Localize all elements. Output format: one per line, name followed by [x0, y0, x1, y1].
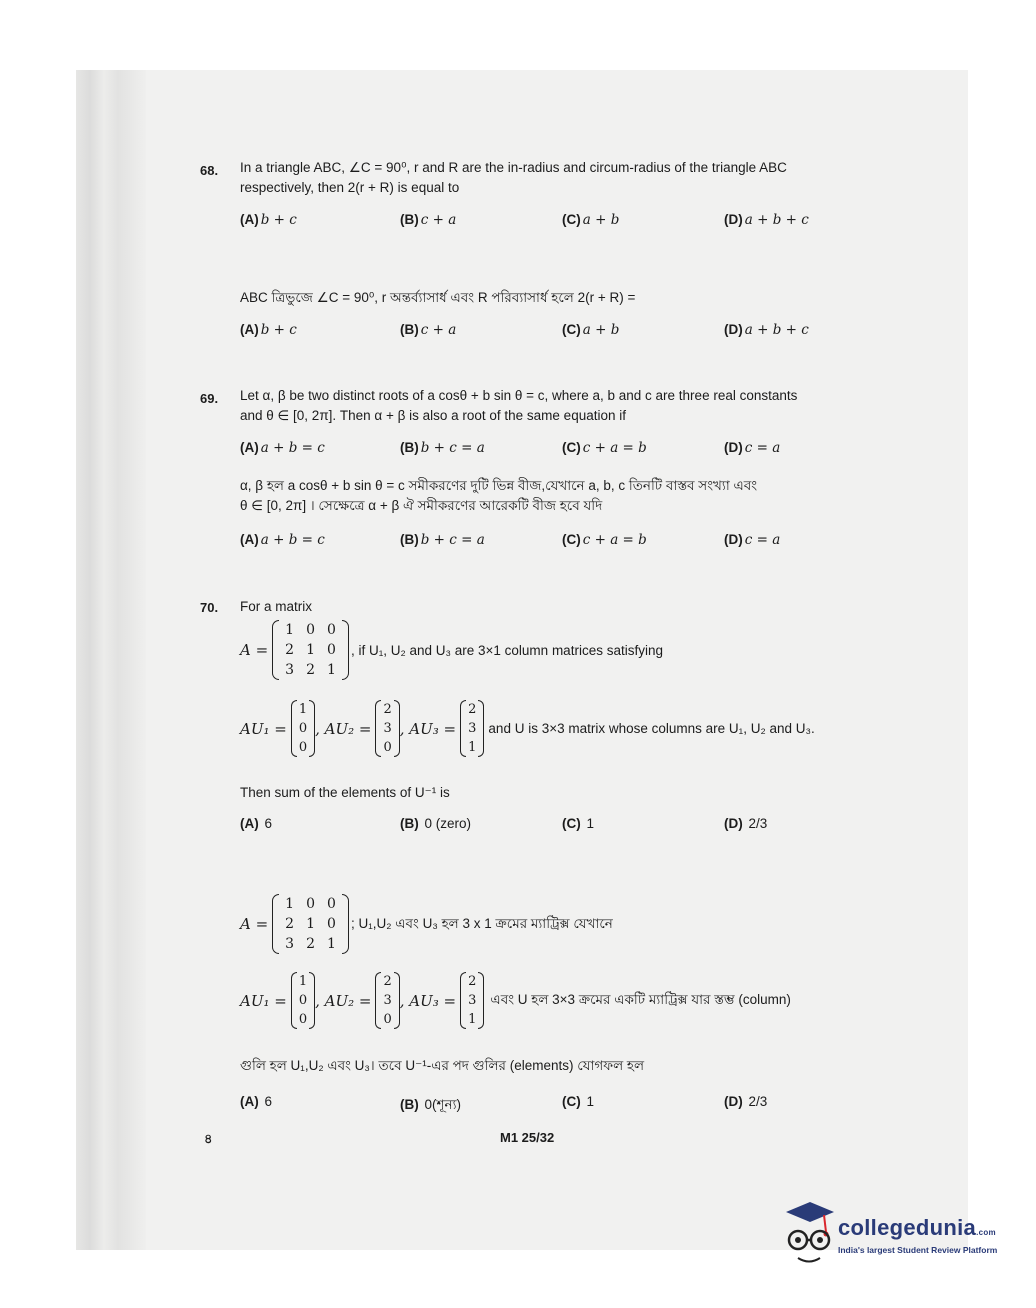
matrix-cell: 0 [306, 896, 316, 912]
q70-vectors-line-bn [240, 972, 791, 1029]
q70-options-en [240, 816, 880, 838]
matrix-cell: 1 [285, 896, 295, 912]
page-binding-edge [76, 70, 146, 1250]
matrix-cell: 2 [285, 642, 295, 658]
q69-option-c-bn: (C) c + a = b [562, 532, 647, 548]
q69-text-en-line1: Let α, β be two distinct roots of a cosθ + b sin θ = c, where a, b and c are three real constants [240, 388, 798, 403]
q70-au3-label-en: , AU₃ = [399, 719, 457, 738]
vector-cell: 1 [298, 974, 308, 989]
vector-cell: 0 [298, 740, 308, 755]
vector-cell: 2 [468, 702, 477, 717]
q68-options-bn [240, 322, 880, 344]
q70-options-bn [240, 1094, 880, 1116]
q70-au2-label-bn: , AU₂ = [315, 991, 372, 1010]
logo-tagline: India's largest Student Review Platform [838, 1245, 998, 1255]
q69-text-bn-line2: θ ∈ [0, 2π] । সেক্ষেত্রে α + β ঐ সমীকরণের আরেকটি বীজ হবে যদি [240, 498, 603, 513]
q69-options-bn [240, 532, 880, 554]
matrix-cell: 0 [327, 916, 336, 932]
q70-au2-label-en: , AU₂ = [315, 719, 372, 738]
q69-text-en [240, 386, 880, 426]
q70-option-b-bn: (B) 0(শূন্য) [400, 1097, 461, 1112]
vector-cell: 2 [383, 974, 392, 989]
q70-matrix-a-bn [272, 894, 349, 954]
q70-number: 70. [200, 600, 219, 615]
q70-then-en: Then sum of the elements of U⁻¹ is [240, 785, 450, 800]
q69-option-b-bn: (B) b + c = a [400, 532, 485, 548]
matrix-cell: 2 [306, 662, 316, 678]
vector-cell: 0 [298, 721, 308, 736]
matrix-cell: 2 [285, 916, 295, 932]
q70-text-after-a-en: , if U₁, U₂ and U₃ are 3×1 column matrices satisfying [350, 642, 663, 658]
footer-page-mark: ৪ [204, 1131, 213, 1146]
q69-text-bn [240, 476, 880, 516]
q70-matrix-a-en [272, 620, 349, 680]
q68-option-a-bn: (A) b + c [240, 322, 297, 338]
q69-option-d-bn: (D) c = a [724, 532, 781, 548]
q69-text-en-line2: and θ ∈ [0, 2π]. Then α + β is also a root of the same equation if [240, 408, 626, 423]
vector-cell: 3 [468, 993, 477, 1008]
q70-vectors-line-en [240, 700, 815, 757]
vector-cell: 3 [468, 721, 477, 736]
logo-wordmark: collegedunia.com [838, 1215, 996, 1240]
q70-vec2-en [375, 700, 399, 757]
q70-option-a-en: (A) 6 [240, 816, 273, 831]
q68-text-bn: ABC ত্রিভুজে ∠C = 90⁰, r অন্তর্ব্যাসার্ধ এবং R পরিব্যাসার্ধ হলে 2(r + R) = [240, 290, 636, 305]
q70-vec3-en [460, 700, 484, 757]
q70-intro: For a matrix [240, 599, 313, 614]
q70-au1-label-en: AU₁ = [240, 719, 287, 738]
q69-option-a-en: (A) a + b = c [240, 440, 325, 456]
matrix-cell: 2 [306, 936, 316, 952]
q70-option-a-bn: (A) 6 [240, 1094, 273, 1109]
q68-option-a-en: (A) b + c [240, 212, 297, 228]
q68-option-c-en: (C) a + b [562, 212, 620, 228]
matrix-cell: 0 [327, 642, 336, 658]
q70-then-bn: গুলি হল U₁,U₂ এবং U₃। তবে U⁻¹-এর পদ গুলির (elements) যোগফল হল [240, 1058, 645, 1073]
matrix-cell: 0 [327, 622, 336, 638]
matrix-cell: 0 [327, 896, 336, 912]
q70-text-after-vectors-bn: এবং U হল 3×3 ক্রমের একটি ম্যাট্রিক্স যার স্তম্ভ (column) [490, 992, 791, 1007]
vector-cell: 3 [383, 721, 392, 736]
q69-number: 69. [200, 391, 219, 406]
vector-cell: 0 [383, 1012, 392, 1027]
q68-text-en-line2: respectively, then 2(r + R) is equal to [240, 180, 460, 195]
q70-vec1-bn [291, 972, 315, 1029]
q70-a-label-en: A = [240, 641, 269, 659]
matrix-cell: 1 [285, 622, 295, 638]
matrix-cell: 0 [306, 622, 316, 638]
vector-cell: 1 [468, 1012, 477, 1027]
q70-a-label-bn: A = [240, 915, 269, 933]
matrix-cell: 3 [285, 936, 295, 952]
q68-option-b-en: (B) c + a [400, 212, 457, 228]
q68-option-d-en: (D) a + b + c [724, 212, 809, 228]
matrix-cell: 1 [327, 936, 336, 952]
q68-number: 68. [200, 163, 219, 178]
q70-vec3-bn [460, 972, 484, 1029]
q70-vec1-en [291, 700, 315, 757]
matrix-cell: 3 [285, 662, 295, 678]
q70-option-d-bn: (D) 2/3 [724, 1094, 768, 1109]
q70-option-c-en: (C) 1 [562, 816, 595, 831]
vector-cell: 0 [298, 1012, 308, 1027]
q68-options-en [240, 212, 880, 234]
vector-cell: 0 [383, 740, 392, 755]
q69-option-d-en: (D) c = a [724, 440, 781, 456]
vector-cell: 2 [383, 702, 392, 717]
q69-option-a-bn: (A) a + b = c [240, 532, 325, 548]
vector-cell: 1 [298, 702, 308, 717]
footer-page-code: M1 25/32 [500, 1130, 555, 1145]
matrix-cell: 1 [306, 642, 316, 658]
q70-vec2-bn [375, 972, 399, 1029]
q68-option-c-bn: (C) a + b [562, 322, 620, 338]
q70-option-b-en: (B) 0 (zero) [400, 816, 472, 831]
q69-options-en [240, 440, 880, 462]
q70-au1-label-bn: AU₁ = [240, 991, 287, 1010]
q70-text-after-a-bn: ; U₁,U₂ এবং U₃ হল 3 x 1 ক্রমের ম্যাট্রিক্স যেখানে [350, 915, 613, 931]
q70-matrix-a-line-bn [240, 894, 613, 954]
q70-option-d-en: (D) 2/3 [724, 816, 768, 831]
q69-text-bn-line1: α, β হল a cosθ + b sin θ = c সমীকরণের দুটি ভিন্ন বীজ,যেখানে a, b, c তিনটি বাস্তব সংখ্যা এবং [240, 478, 758, 493]
vector-cell: 3 [383, 993, 392, 1008]
matrix-cell: 1 [327, 662, 336, 678]
vector-cell: 0 [298, 993, 308, 1008]
q70-matrix-a-bn-cells [279, 894, 342, 954]
q68-option-d-bn: (D) a + b + c [724, 322, 809, 338]
q68-text-en [240, 158, 880, 198]
q69-option-c-en: (C) c + a = b [562, 440, 647, 456]
q68-text-en-line1: In a triangle ABC, ∠C = 90⁰, r and R are the in-radius and circum-radius of the triangle ABC [240, 160, 787, 175]
q70-matrix-a-en-cells [279, 620, 342, 680]
vector-cell: 1 [468, 740, 477, 755]
q68-option-b-bn: (B) c + a [400, 322, 457, 338]
vector-cell: 2 [468, 974, 477, 989]
matrix-cell: 1 [306, 916, 316, 932]
q70-matrix-a-line-en [240, 620, 663, 680]
q70-au3-label-bn: , AU₃ = [399, 991, 457, 1010]
q70-option-c-bn: (C) 1 [562, 1094, 595, 1109]
q70-text-after-vectors-en: and U is 3×3 matrix whose columns are U₁, U₂ and U₃. [488, 721, 815, 736]
q69-option-b-en: (B) b + c = a [400, 440, 485, 456]
